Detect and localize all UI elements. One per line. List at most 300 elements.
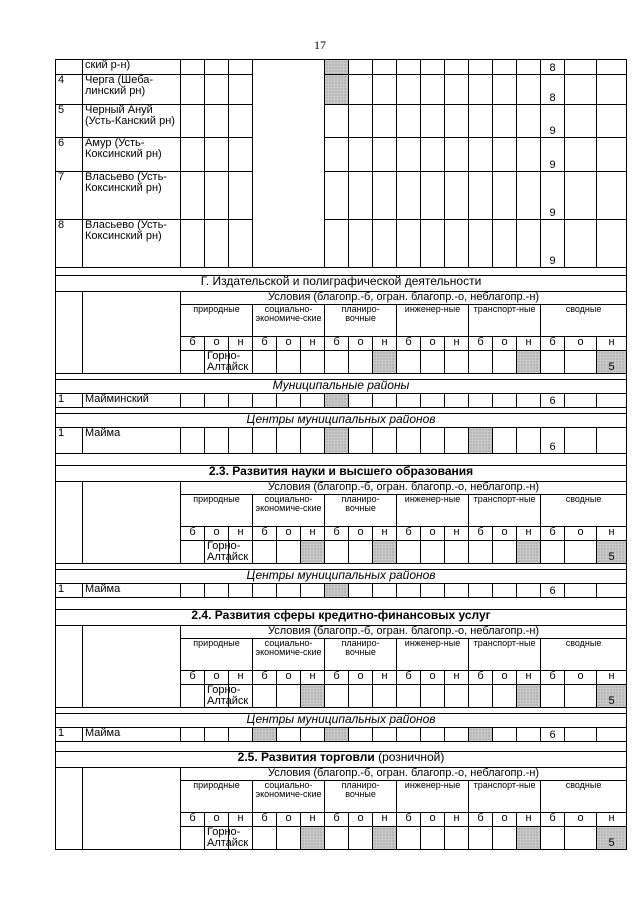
letter-header: о: [565, 527, 597, 541]
criterion-cell: [517, 60, 541, 75]
criterion-cell: [277, 428, 301, 454]
group-header: транспорт-ные: [469, 495, 541, 527]
criterion-cell: [493, 584, 517, 598]
letter-header: н: [445, 813, 469, 827]
subheading: Центры муниципальных районов: [56, 714, 627, 728]
group-header: транспорт-ные: [469, 781, 541, 813]
blank-cell: [56, 482, 83, 564]
criterion-cell: [397, 827, 421, 850]
letter-header: б: [325, 337, 349, 351]
criterion-cell: [493, 394, 517, 408]
criterion-cell: [373, 428, 397, 454]
criterion-cell: [517, 351, 541, 374]
group-header: социально-экономиче-ские: [253, 781, 325, 813]
criterion-cell: [181, 172, 205, 220]
criterion-cell: [493, 351, 517, 374]
criterion-cell: [301, 728, 325, 742]
criterion-cell: [421, 541, 445, 564]
letter-header: о: [277, 813, 301, 827]
criterion-cell: [565, 541, 597, 564]
group-header: социально-экономиче-ские: [253, 639, 325, 671]
section-title: Г. Издательской и полиграфической деятельности: [56, 276, 627, 292]
criterion-cell: [277, 584, 301, 598]
criterion-cell: [349, 75, 373, 105]
blank-cell: [181, 351, 205, 374]
letter-header: б: [541, 813, 565, 827]
criterion-cell: [421, 827, 445, 850]
row-number: 8: [56, 220, 83, 268]
letter-header: б: [541, 337, 565, 351]
score-cell: 9: [541, 172, 565, 220]
subheading-row: [56, 570, 627, 584]
row-number: [181, 685, 205, 708]
subheading-row: [56, 714, 627, 728]
letter-header: б: [181, 527, 205, 541]
group-header: социально-экономиче-ские: [253, 305, 325, 337]
criterion-cell: [493, 728, 517, 742]
criterion-cell: [349, 428, 373, 454]
letter-header: о: [205, 337, 229, 351]
score-cell: 9: [541, 105, 565, 138]
criterion-cell: [469, 105, 493, 138]
criterion-cell: [373, 394, 397, 408]
criterion-cell: [373, 728, 397, 742]
letter-header: н: [301, 671, 325, 685]
criterion-cell: [325, 541, 349, 564]
letter-header: о: [421, 337, 445, 351]
section-title-row: [56, 466, 627, 482]
subheading-row: [56, 414, 627, 428]
section-title-row: [56, 610, 627, 626]
page-number: 17: [314, 38, 326, 52]
criterion-cell: [277, 394, 301, 408]
criterion-cell: [597, 60, 627, 75]
criterion-cell: [229, 172, 253, 220]
criterion-cell: [445, 351, 469, 374]
row-number: 1: [56, 584, 83, 598]
criterion-cell: [493, 428, 517, 454]
criterion-cell: [397, 541, 421, 564]
letter-header: н: [229, 337, 253, 351]
criterion-cell: [349, 827, 373, 850]
row-number: 4: [56, 75, 83, 105]
letter-header: о: [277, 527, 301, 541]
criterion-cell: [349, 172, 373, 220]
criterion-cell: [565, 138, 597, 172]
criterion-cell: [373, 60, 397, 75]
group-header: транспорт-ные: [469, 639, 541, 671]
letter-header: н: [445, 671, 469, 685]
row-number: 1: [56, 394, 83, 408]
criterion-cell: [397, 75, 421, 105]
criterion-cell: [469, 351, 493, 374]
subheading: Муниципальные районы: [56, 380, 627, 394]
blank-cell: [83, 292, 181, 374]
criterion-cell: [469, 685, 493, 708]
row-number: [181, 541, 205, 564]
letter-header: н: [373, 813, 397, 827]
criterion-cell: [565, 60, 597, 75]
criterion-cell: [469, 827, 493, 850]
letter-header: б: [397, 527, 421, 541]
letter-header: н: [517, 813, 541, 827]
criterion-cell: [181, 428, 205, 454]
row-name: Черга (Шеба-линский рн): [83, 75, 181, 105]
criterion-cell: [565, 75, 597, 105]
criterion-cell: [349, 685, 373, 708]
criterion-cell: [397, 105, 421, 138]
row-name: Майминский: [83, 394, 181, 408]
letter-header: о: [349, 671, 373, 685]
criterion-cell: [421, 685, 445, 708]
criterion-cell: [517, 394, 541, 408]
criterion-cell: [181, 105, 205, 138]
criterion-cell: [349, 60, 373, 75]
letter-header: н: [229, 671, 253, 685]
criterion-cell: [181, 138, 205, 172]
letter-header: б: [541, 671, 565, 685]
letter-header: о: [565, 813, 597, 827]
criterion-cell: [469, 428, 493, 454]
criterion-cell: [517, 827, 541, 850]
criterion-cell: [253, 685, 277, 708]
criterion-cell: [541, 541, 565, 564]
criterion-cell: [541, 827, 565, 850]
letter-header: о: [421, 671, 445, 685]
letter-header: б: [181, 671, 205, 685]
criterion-cell: [277, 827, 301, 850]
criterion-cell: [421, 60, 445, 75]
criterion-cell: [181, 728, 205, 742]
group-header: сводные: [541, 781, 627, 813]
criterion-cell: [565, 685, 597, 708]
criterion-cell: [493, 541, 517, 564]
conditions-header: Условия (благопр.-б, огран. благопр.-о, неблагопр.-н): [181, 626, 627, 639]
group-header: инженер-ные: [397, 639, 469, 671]
criterion-cell: [493, 75, 517, 105]
criterion-cell: [565, 172, 597, 220]
criterion-cell: [493, 172, 517, 220]
criterion-cell: [253, 428, 277, 454]
criterion-cell: [421, 105, 445, 138]
criterion-cell: [445, 541, 469, 564]
row-number: 5: [56, 105, 83, 138]
score-cell: 6: [541, 428, 565, 454]
criterion-cell: [517, 728, 541, 742]
table-row: [56, 105, 627, 138]
criterion-cell: [205, 728, 229, 742]
letter-header: о: [421, 813, 445, 827]
criterion-cell: [517, 172, 541, 220]
criterion-cell: [421, 394, 445, 408]
conditions-header: Условия (благопр.-б, огран. благопр.-о, неблагопр.-н): [181, 768, 627, 781]
criterion-cell: [397, 172, 421, 220]
criterion-cell: [565, 351, 597, 374]
row-name: ский р-н): [83, 60, 181, 75]
letter-header: б: [469, 337, 493, 351]
score-cell: 5: [597, 541, 627, 564]
criterion-cell: [469, 541, 493, 564]
table-row: [56, 394, 627, 408]
row-name: Горно-Алтайск: [205, 685, 229, 708]
letter-header: б: [541, 527, 565, 541]
table-row: [56, 75, 627, 105]
group-header: инженер-ные: [397, 495, 469, 527]
criterion-cell: [325, 172, 349, 220]
criterion-cell: [301, 827, 325, 850]
criterion-cell: [229, 138, 253, 172]
letter-header: о: [421, 527, 445, 541]
letter-header: б: [181, 337, 205, 351]
score-cell: 5: [597, 827, 627, 850]
letter-header: о: [349, 813, 373, 827]
letter-header: н: [229, 527, 253, 541]
row-name: Власьево (Усть-Коксинский рн): [83, 172, 181, 220]
criterion-cell: [517, 105, 541, 138]
criterion-cell: [253, 351, 277, 374]
criterion-cell: [253, 827, 277, 850]
criterion-cell: [349, 394, 373, 408]
criterion-cell: [517, 685, 541, 708]
criterion-cell: [397, 394, 421, 408]
letter-header: б: [325, 527, 349, 541]
criterion-cell: [517, 428, 541, 454]
criterion-cell: [565, 428, 597, 454]
blank-cell: [56, 768, 83, 850]
blank-cell: [56, 292, 83, 374]
criterion-cell: [301, 541, 325, 564]
criterion-cell: [301, 685, 325, 708]
criterion-cell: [421, 428, 445, 454]
group-header: социально-экономиче-ские: [253, 495, 325, 527]
letter-header: н: [229, 813, 253, 827]
criterion-cell: [229, 105, 253, 138]
score-cell: 8: [541, 60, 565, 75]
letter-header: б: [253, 813, 277, 827]
letter-header: о: [565, 671, 597, 685]
criterion-cell: [445, 60, 469, 75]
letter-header: н: [373, 527, 397, 541]
row-name: Горно-Алтайск: [205, 351, 229, 374]
row-number: 7: [56, 172, 83, 220]
score-cell: 6: [541, 728, 565, 742]
section-title: 2.3. Развития науки и высшего образования: [56, 466, 627, 482]
criterion-cell: [325, 428, 349, 454]
criterion-cell: [469, 138, 493, 172]
criterion-cell: [517, 584, 541, 598]
merged-cell: [253, 60, 325, 268]
criterion-cell: [325, 584, 349, 598]
group-header: планиро-вочные: [325, 639, 397, 671]
row-name: Амур (Усть-Коксинский рн): [83, 138, 181, 172]
criterion-cell: [229, 220, 253, 268]
score-cell: 5: [597, 351, 627, 374]
row-name: Майма: [83, 428, 181, 454]
criterion-cell: [597, 172, 627, 220]
group-header: природные: [181, 495, 253, 527]
header-row: [56, 626, 627, 639]
letter-header: б: [253, 527, 277, 541]
criterion-cell: [397, 685, 421, 708]
row-number: 1: [56, 728, 83, 742]
letter-header: о: [205, 527, 229, 541]
criterion-cell: [597, 138, 627, 172]
criterion-cell: [253, 728, 277, 742]
section-title: 2.4. Развития сферы кредитно-финансовых услуг: [56, 610, 627, 626]
criterion-cell: [301, 428, 325, 454]
section-title-suffix: (розничной): [374, 750, 445, 764]
letter-header: н: [373, 337, 397, 351]
letter-header: о: [493, 527, 517, 541]
letter-header: н: [445, 337, 469, 351]
group-header: планиро-вочные: [325, 305, 397, 337]
criterion-cell: [469, 394, 493, 408]
criterion-cell: [517, 541, 541, 564]
subheading: Центры муниципальных районов: [56, 570, 627, 584]
criterion-cell: [445, 75, 469, 105]
criterion-cell: [565, 394, 597, 408]
letter-header: о: [493, 337, 517, 351]
criterion-cell: [421, 138, 445, 172]
criterion-cell: [493, 220, 517, 268]
criterion-cell: [229, 60, 253, 75]
criterion-cell: [397, 584, 421, 598]
criterion-cell: [597, 75, 627, 105]
criterion-cell: [421, 584, 445, 598]
score-cell: 5: [597, 685, 627, 708]
criterion-cell: [205, 60, 229, 75]
evaluation-table: [55, 59, 627, 850]
criterion-cell: [253, 394, 277, 408]
criterion-cell: [349, 351, 373, 374]
table-row: [56, 172, 627, 220]
letter-header: н: [373, 671, 397, 685]
letter-header: б: [397, 813, 421, 827]
letter-header: о: [205, 813, 229, 827]
letter-header: б: [397, 671, 421, 685]
section-title-row: [56, 752, 627, 768]
criterion-cell: [421, 172, 445, 220]
letter-header: о: [565, 337, 597, 351]
criterion-cell: [325, 394, 349, 408]
criterion-cell: [445, 172, 469, 220]
subheading: Центры муниципальных районов: [56, 414, 627, 428]
criterion-cell: [373, 138, 397, 172]
letter-header: б: [397, 337, 421, 351]
letter-header: н: [597, 527, 627, 541]
criterion-cell: [373, 541, 397, 564]
criterion-cell: [517, 220, 541, 268]
section-title-row: [56, 276, 627, 292]
criterion-cell: [205, 394, 229, 408]
criterion-cell: [565, 220, 597, 268]
group-header: транспорт-ные: [469, 305, 541, 337]
row-number: [181, 827, 205, 850]
header-row: [56, 768, 627, 781]
group-header: планиро-вочные: [325, 781, 397, 813]
criterion-cell: [325, 351, 349, 374]
criterion-cell: [349, 584, 373, 598]
table-row: [56, 728, 627, 742]
criterion-cell: [565, 827, 597, 850]
criterion-cell: [229, 75, 253, 105]
header-row: [56, 292, 627, 305]
letter-header: н: [517, 671, 541, 685]
letter-header: н: [445, 527, 469, 541]
criterion-cell: [493, 827, 517, 850]
group-header: природные: [181, 305, 253, 337]
criterion-cell: [229, 728, 253, 742]
letter-header: о: [349, 337, 373, 351]
group-header: инженер-ные: [397, 305, 469, 337]
criterion-cell: [565, 105, 597, 138]
criterion-cell: [229, 428, 253, 454]
criterion-cell: [205, 138, 229, 172]
table-row: [56, 60, 627, 75]
criterion-cell: [301, 394, 325, 408]
row-name: Власьево (Усть-Коксинский рн): [83, 220, 181, 268]
criterion-cell: [277, 685, 301, 708]
criterion-cell: [325, 60, 349, 75]
letter-header: б: [469, 671, 493, 685]
criterion-cell: [205, 584, 229, 598]
criterion-cell: [325, 75, 349, 105]
criterion-cell: [445, 220, 469, 268]
score-cell: 9: [541, 138, 565, 172]
criterion-cell: [205, 172, 229, 220]
criterion-cell: [181, 584, 205, 598]
criterion-cell: [493, 685, 517, 708]
row-name: Горно-Алтайск: [205, 541, 229, 564]
group-header: природные: [181, 639, 253, 671]
criterion-cell: [325, 827, 349, 850]
letter-header: н: [301, 337, 325, 351]
criterion-cell: [349, 728, 373, 742]
criterion-cell: [205, 428, 229, 454]
criterion-cell: [349, 105, 373, 138]
letter-header: о: [493, 813, 517, 827]
letter-header: н: [301, 813, 325, 827]
criterion-cell: [325, 685, 349, 708]
criterion-cell: [397, 351, 421, 374]
criterion-cell: [445, 728, 469, 742]
criterion-cell: [373, 75, 397, 105]
criterion-cell: [181, 394, 205, 408]
score-cell: 8: [541, 75, 565, 105]
criterion-cell: [597, 105, 627, 138]
letter-header: о: [349, 527, 373, 541]
criterion-cell: [181, 60, 205, 75]
criterion-cell: [469, 75, 493, 105]
letter-header: б: [469, 813, 493, 827]
criterion-cell: [565, 584, 597, 598]
criterion-cell: [373, 584, 397, 598]
criterion-cell: [397, 428, 421, 454]
criterion-cell: [597, 584, 627, 598]
criterion-cell: [325, 138, 349, 172]
criterion-cell: [373, 105, 397, 138]
score-cell: 6: [541, 584, 565, 598]
criterion-cell: [229, 394, 253, 408]
criterion-cell: [541, 685, 565, 708]
criterion-cell: [253, 584, 277, 598]
criterion-cell: [301, 351, 325, 374]
section-title: [56, 752, 627, 768]
letter-header: б: [469, 527, 493, 541]
criterion-cell: [597, 728, 627, 742]
criterion-cell: [445, 584, 469, 598]
criterion-cell: [597, 394, 627, 408]
